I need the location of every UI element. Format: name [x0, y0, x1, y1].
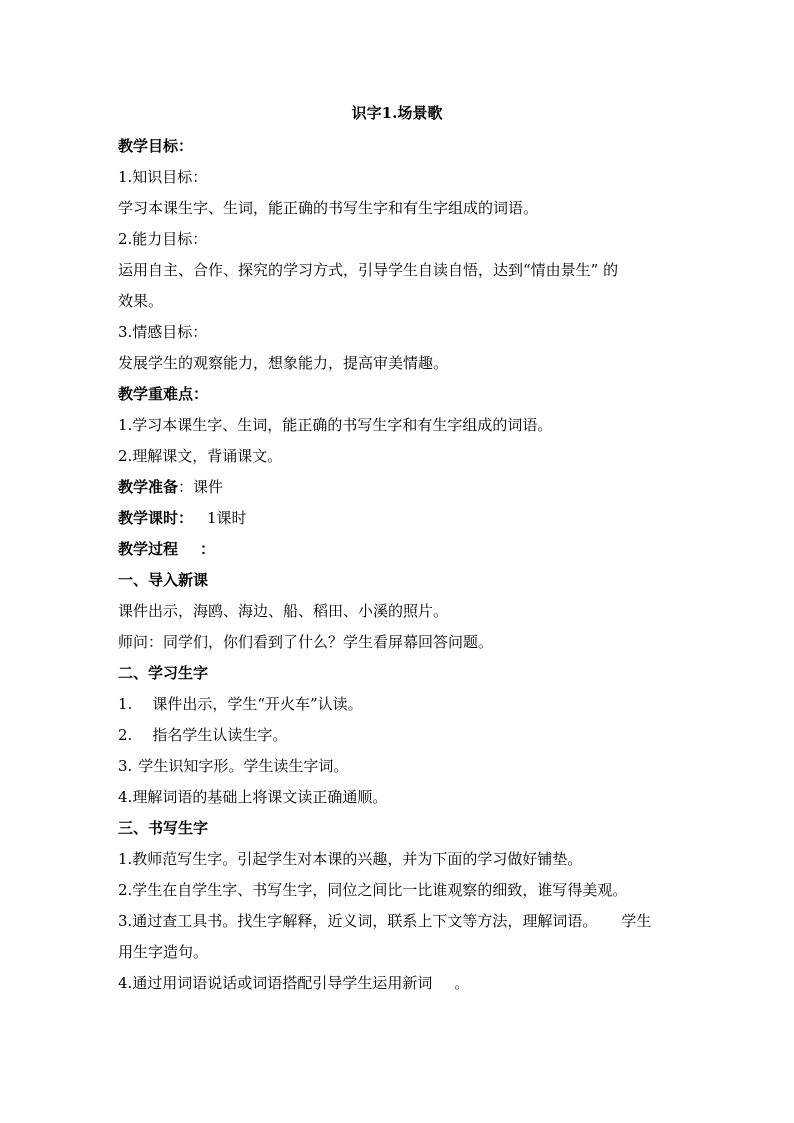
section3-item [118, 970, 688, 996]
emotion-objective-text: 发展学生的观察能力，想象能力，提高审美情趣。 [118, 354, 449, 372]
section3-item-text: 4.通过用词语说话或词语搭配引导学生运用新词 [118, 974, 433, 992]
section2-heading: 二、学习生字 [118, 664, 209, 682]
knowledge-objective-label: 1.知识目标： [118, 168, 208, 186]
section3-item: 1.教师范写生字。引起学生对本课的兴趣，并为下面的学习做好铺垫。 [118, 850, 583, 868]
section2-item [118, 753, 688, 779]
section3-item [118, 908, 688, 934]
preparation-label: 教学准备 [118, 478, 179, 496]
objectives-heading: 教学目标： [118, 137, 194, 155]
section1-item: 师问：同学们，你们看到了什么？学生看屏幕回答问题。 [118, 633, 494, 651]
duration-value: 1课时 [207, 509, 247, 527]
section3-item-text-tail: 学生 [621, 912, 652, 930]
key-points-heading: 教学重难点： [118, 385, 209, 403]
section2-item [118, 691, 688, 717]
section2-item [118, 722, 688, 748]
section2-item-text: 指名学生认读生字。 [152, 726, 288, 744]
knowledge-objective-text: 学习本课生字、生词，能正确的书写生字和有生字组成的词语。 [118, 199, 539, 217]
duration-label: 教学课时： [118, 509, 194, 527]
section2-item-number: 4. [118, 788, 133, 806]
process-heading: 教学过程 [118, 540, 179, 558]
section3-item-text: 3.通过查工具书。找生字解释，近义词，联系上下文等方法，理解词语。 [118, 912, 598, 930]
section2-item-number: 2. [118, 726, 133, 744]
section2-item-number: 3. [118, 757, 133, 775]
key-point-item: 2.理解课文，背诵课文。 [118, 447, 283, 465]
key-point-item: 1.学习本课生字、生词，能正确的书写生字和有生字组成的词语。 [118, 416, 553, 434]
emotion-objective-label: 3.情感目标： [118, 323, 208, 341]
duration-line [118, 505, 688, 531]
section2-item-text: 学生识知字形。学生读生字词。 [138, 757, 349, 775]
section2-item-text: 理解词语的基础上将课文读正确通顺。 [132, 788, 388, 806]
section2-item [118, 784, 688, 810]
process-colon: ： [200, 540, 216, 558]
section1-heading: 一、导入新课 [118, 571, 209, 589]
ability-objective-text-line1: 运用自主、合作、探究的学习方式，引导学生自读自悟，达到“情由景生” 的 [118, 261, 619, 279]
preparation-line [118, 474, 688, 500]
section2-item-number: 1. [118, 695, 133, 713]
process-heading-line [118, 536, 688, 562]
document-title: 识字1.场景歌 [351, 104, 443, 122]
ability-objective-label: 2.能力目标： [118, 230, 208, 248]
section3-item: 2.学生在自学生字、书写生字，同位之间比一比谁观察的细致，谁写得美观。 [118, 881, 628, 899]
section2-item-text: 课件出示，学生“开火车”认读。 [152, 695, 363, 713]
section1-item: 课件出示，海鸥、海边、船、稻田、小溪的照片。 [118, 602, 449, 620]
section3-heading: 三、书写生字 [118, 819, 209, 837]
section3-item-continued: 用生字造句。 [118, 943, 209, 961]
section3-item-period: 。 [454, 974, 470, 992]
preparation-value: ：课件 [178, 478, 224, 496]
ability-objective-text-line2: 效果。 [118, 292, 164, 310]
